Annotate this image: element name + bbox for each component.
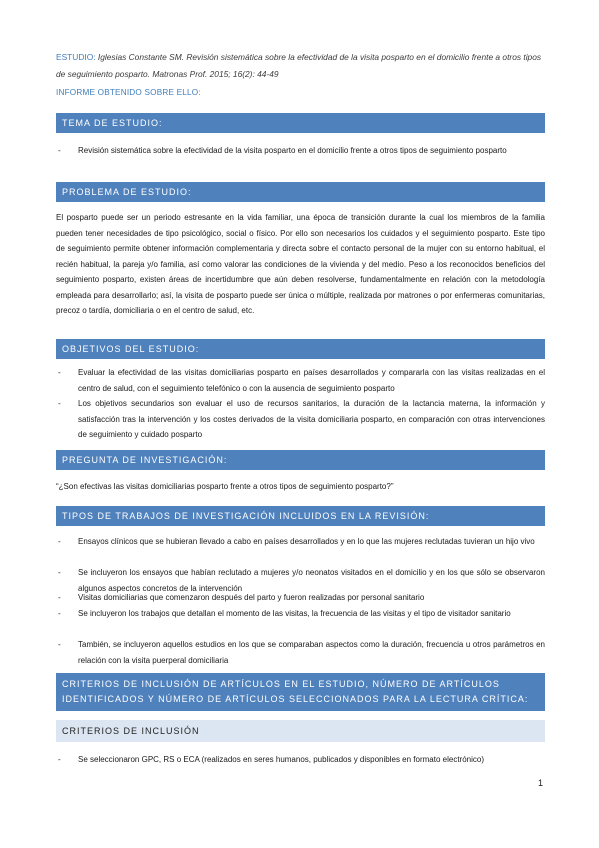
study-citation: Iglesias Constante SM. Revisión sistemática sobre la efectividad de la visita posparto en el domicilio frente a otros tipos de seguimiento posparto. Matronas Prof. 2015; 16(2): 44-49: [56, 52, 542, 79]
list-item: - También, se incluyeron aquellos estudios en los que se comparaban aspectos como la duración, frecuencia u otros parámetros en relación con la visita puerperal domiciliaria: [56, 637, 545, 668]
section-bar-objetivos: OBJETIVOS DEL ESTUDIO:: [56, 339, 545, 359]
objetivo-bullet: Evaluar la efectividad de las visitas domiciliarias posparto en países desarrollados y compararla con las visitas realizadas en el centro de salud, con el seguimiento telefónico o con la ausencia de seguimiento posparto: [78, 368, 545, 393]
criterios-title-line2: IDENTIFICADOS Y NÚMERO DE ARTÍCULOS SELECCIONADOS PARA LA LECTURA CRÍTICA:: [62, 694, 529, 704]
problema-paragraph: El posparto puede ser un periodo estresante en la vida familiar, una época de transición durante la cual los miembros de la familia pueden tener necesidades de tipo psicológico, social o físico. Por ello son necesarios los cuidados y el seguimiento posparto. Este tipo de seguimiento permite obtener información complementaria y directa sobre el contacto personal de la mujer con su entorno habitual, el recién habitual, la pareja y/o familia, así como valorar las condiciones de la vivienda y del medio. Peso a los reconocidos beneficios del seguimiento posparto, existen áreas de incertidumbre que aún deben resolverse, fundamentalmente en relación con la metodología empleada para desarrollarlo; así, la visita de posparto puede ser única o múltiple, realizada por matrones o por enfermeras comunitarias, precoz o tardía, domiciliaria o en el centro de salud, etc.: [56, 213, 545, 315]
list-item: - Evaluar la efectividad de las visitas domiciliarias posparto en países desarrollados y compararla con las visitas realizadas en el centro de salud, con el seguimiento telefónico o con la ausencia de seguimiento posparto: [56, 365, 545, 396]
criterios-title-line1: CRITERIOS DE INCLUSIÓN DE ARTÍCULOS EN EL ESTUDIO, NÚMERO DE ARTÍCULOS: [62, 679, 500, 689]
objetivo-bullet: Los objetivos secundarios son evaluar el uso de recursos sanitarios, la duración de la lactancia materna, la información y satisfacción tras la intervención y los costes derivados de la visita domiciliaria posparto, en comparación con otras intervenciones de seguimiento y cuidado posparto: [78, 399, 545, 439]
pregunta-text: “¿Son efectivas las visitas domiciliarias posparto frente a otros tipos de seguimiento posparto?”: [56, 482, 394, 491]
list-item: - Se incluyeron los ensayos que habían reclutado a mujeres y/o neonatos visitados en el domicilio y en los que sólo se observaron algunos aspectos concretos de la intervención: [56, 565, 545, 596]
page-number: 1: [537, 778, 543, 788]
informe-heading: INFORME OBTENIDO SOBRE ELLO:: [56, 88, 201, 97]
criterio-bullet: Se seleccionaron GPC, RS o ECA (realizados en seres humanos, publicados y disponibles en formato electrónico): [78, 755, 484, 764]
list-item: - Se incluyeron los trabajos que detallan el momento de las visitas, la frecuencia de las visitas y el tipo de visitador sanitario: [56, 606, 545, 622]
study-reference: [56, 49, 545, 83]
list-item: - Visitas domiciliarias que comenzaron después del parto y fueron realizadas por personal sanitario: [56, 590, 545, 606]
list-item: - Los objetivos secundarios son evaluar el uso de recursos sanitarios, la duración de la lactancia materna, la información y satisfacción tras la intervención y los costes derivados de la visita domiciliaria posparto, en comparación con otras intervenciones de seguimiento y cuidado posparto: [56, 396, 545, 443]
list-item: - Revisión sistemática sobre la efectividad de la visita posparto en el domicilio frente a otros tipos de seguimiento posparto: [56, 143, 545, 159]
study-label: ESTUDIO:: [56, 52, 96, 62]
tipo-bullet: Se incluyeron los ensayos que habían reclutado a mujeres y/o neonatos visitados en el domicilio y en los que sólo se observaron algunos aspectos concretos de la intervención: [78, 568, 545, 593]
list-item: - Se seleccionaron GPC, RS o ECA (realizados en seres humanos, publicados y disponibles en formato electrónico): [56, 752, 545, 768]
section-bar-tipos: TIPOS DE TRABAJOS DE INVESTIGACIÓN INCLUIDOS EN LA REVISIÓN:: [56, 506, 545, 526]
list-item: - Ensayos clínicos que se hubieran llevado a cabo en países desarrollados y en lo que las mujeres reclutadas tuvieran un hijo vivo: [56, 534, 545, 550]
subsection-bar-criterios-inclusion: CRITERIOS DE INCLUSIÓN: [56, 720, 545, 742]
section-bar-problema: PROBLEMA DE ESTUDIO:: [56, 182, 545, 202]
tema-bullet: Revisión sistemática sobre la efectividad de la visita posparto en el domicilio frente a otros tipos de seguimiento posparto: [78, 146, 507, 155]
tipo-bullet: Ensayos clínicos que se hubieran llevado a cabo en países desarrollados y en lo que las mujeres reclutadas tuvieran un hijo vivo: [78, 537, 535, 546]
tipo-bullet: Se incluyeron los trabajos que detallan el momento de las visitas, la frecuencia de las visitas y el tipo de visitador sanitario: [78, 609, 511, 618]
tipo-bullet: También, se incluyeron aquellos estudios en los que se comparaban aspectos como la duración, frecuencia u otros parámetros en relación con la visita puerperal domiciliaria: [78, 640, 545, 665]
section-bar-criterios: [56, 673, 545, 711]
section-bar-pregunta: PREGUNTA DE INVESTIGACIÓN:: [56, 450, 545, 470]
section-bar-tema: TEMA DE ESTUDIO:: [56, 113, 545, 133]
tipo-bullet: Visitas domiciliarias que comenzaron después del parto y fueron realizadas por personal sanitario: [78, 593, 425, 602]
